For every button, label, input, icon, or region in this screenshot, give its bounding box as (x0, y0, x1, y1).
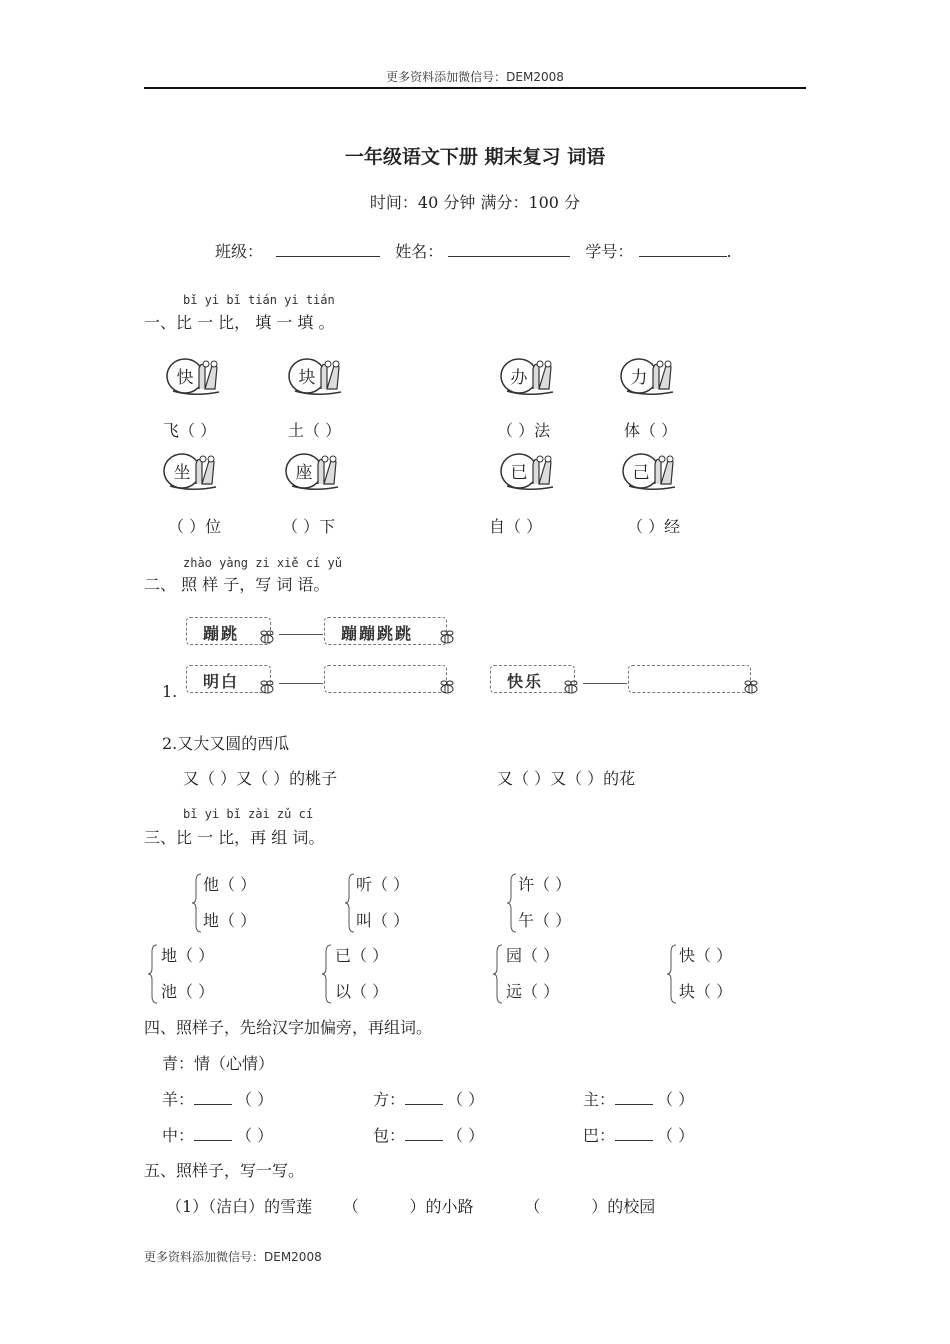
name-label: 姓名： (395, 242, 444, 261)
snail-icon (497, 355, 557, 397)
snail-icon (619, 450, 679, 492)
s3-pinyin: bǐ yi bǐ zài zǔ cí (183, 807, 314, 821)
radical-blank[interactable] (405, 1090, 443, 1105)
brace-icon (322, 944, 332, 1004)
class-blank[interactable] (276, 242, 380, 257)
s5-heading: 五、照样子，写一写。 (144, 1161, 305, 1180)
s4-item[interactable] (373, 1123, 484, 1146)
bee-icon (258, 680, 276, 694)
class-label: 班级： (215, 242, 264, 261)
s3-bottom-item[interactable]: 块（ ） (679, 982, 733, 1001)
radical-blank[interactable] (405, 1126, 443, 1141)
snail-icon (285, 355, 345, 397)
subtitle: 时间：40 分钟 满分：100 分 (369, 193, 581, 212)
bee-icon (258, 630, 276, 644)
word-paren[interactable]: （ ） (447, 1090, 485, 1109)
snail-char: 坐 (173, 463, 191, 483)
s3-top-item[interactable]: 他（ ） (203, 875, 257, 894)
s1-pinyin: bǐ yi bǐ tián yi tián (183, 293, 335, 307)
s4-item[interactable] (583, 1087, 694, 1110)
s1-row1-item[interactable]: 飞（ ） (163, 421, 217, 440)
s2-heading: 二、 照 样 子，写 词 语。 (144, 575, 330, 594)
s4-item[interactable] (583, 1123, 694, 1146)
s3-top-item[interactable]: 许（ ） (518, 875, 572, 894)
snail-char: 已 (510, 463, 528, 483)
snail-char: 块 (298, 368, 316, 388)
q1-word-box: 快乐 (490, 665, 575, 693)
s3-top-item[interactable]: 叫（ ） (356, 911, 410, 930)
brace-icon (507, 873, 517, 933)
word-paren[interactable]: （ ） (657, 1126, 695, 1145)
snail-icon (497, 450, 557, 492)
s3-bottom-item[interactable]: 地（ ） (161, 946, 215, 965)
bee-icon (742, 680, 760, 694)
brace-icon (192, 873, 202, 933)
id-blank[interactable] (639, 242, 727, 257)
word-paren[interactable]: （ ） (236, 1126, 274, 1145)
s4-item[interactable] (162, 1087, 273, 1110)
radical-blank[interactable] (615, 1126, 653, 1141)
s4-item[interactable] (373, 1087, 484, 1110)
s1-row2-item[interactable]: （ ）经 (627, 517, 681, 536)
bee-icon (438, 630, 456, 644)
s4-item[interactable] (162, 1123, 273, 1146)
q1-word-box: 明白 (186, 665, 271, 693)
snail-icon (282, 450, 342, 492)
snail-icon (160, 450, 220, 492)
q2-example: 2.又大又圆的西瓜 (162, 734, 290, 753)
snail-icon (617, 355, 677, 397)
footer-note: 更多资料添加微信号：DEM2008 (144, 1250, 322, 1264)
snail-char: 座 (295, 463, 313, 483)
s1-row1-item[interactable]: （ ）法 (497, 421, 551, 440)
header-rule (144, 87, 806, 89)
word-paren[interactable]: （ ） (236, 1090, 274, 1109)
s3-bottom-item[interactable]: 已（ ） (335, 946, 389, 965)
s3-bottom-item[interactable]: 以（ ） (335, 982, 389, 1001)
s4-char: 中： (162, 1126, 195, 1145)
example-word-box: 蹦跳 (186, 617, 271, 645)
s3-top-item[interactable]: 听（ ） (356, 875, 410, 894)
brace-icon (667, 944, 677, 1004)
s4-example: 青：情（心情） (162, 1054, 275, 1073)
s3-top-item[interactable]: 午（ ） (518, 911, 572, 930)
snail-char: 快 (176, 368, 194, 388)
snail-char: 己 (632, 463, 650, 483)
bee-icon (562, 680, 580, 694)
q2-item[interactable]: 又（ ）又（ ）的桃子 (183, 769, 338, 788)
s1-row2-item[interactable]: 自（ ） (489, 517, 543, 536)
info-end: . (726, 242, 732, 261)
s4-char: 羊： (162, 1090, 195, 1109)
s3-heading: 三、比 一 比，再 组 词。 (144, 828, 325, 847)
s5-line[interactable]: （1）（洁白）的雪莲 （ ）的小路 （ ）的校园 (166, 1197, 656, 1216)
brace-icon (493, 944, 503, 1004)
s1-row2-item[interactable]: （ ）下 (282, 517, 336, 536)
connector-line (279, 634, 323, 635)
s4-heading: 四、照样子，先给汉字加偏旁，再组词。 (144, 1018, 433, 1037)
snail-icon (163, 355, 223, 397)
info-line (215, 239, 732, 262)
brace-icon (345, 873, 355, 933)
word-paren[interactable]: （ ） (447, 1126, 485, 1145)
radical-blank[interactable] (615, 1090, 653, 1105)
q1-answer-box[interactable] (324, 665, 447, 693)
connector-line (279, 683, 323, 684)
page-title: 一年级语文下册 期末复习 词语 (344, 146, 606, 168)
brace-icon (148, 944, 158, 1004)
snail-char: 力 (630, 368, 648, 388)
radical-blank[interactable] (194, 1090, 232, 1105)
s3-bottom-item[interactable]: 园（ ） (506, 946, 560, 965)
bee-icon (438, 680, 456, 694)
q2-item[interactable]: 又（ ）又（ ）的花 (497, 769, 636, 788)
s2-pinyin: zhào yàng zi xiě cí yǔ (183, 556, 342, 570)
s1-heading: 一、比 一 比， 填 一 填 。 (144, 313, 335, 332)
word-paren[interactable]: （ ） (657, 1090, 695, 1109)
s4-char: 方： (373, 1090, 406, 1109)
s3-bottom-item[interactable]: 远（ ） (506, 982, 560, 1001)
header-note: 更多资料添加微信号：DEM2008 (386, 70, 564, 84)
example-answer-box: 蹦蹦跳跳 (324, 617, 447, 645)
s4-char: 包： (373, 1126, 406, 1145)
s1-row2-item[interactable]: （ ）位 (168, 517, 222, 536)
s4-char: 主： (583, 1090, 616, 1109)
name-blank[interactable] (448, 242, 570, 257)
s1-row1-item[interactable]: 体（ ） (624, 421, 678, 440)
s3-top-item[interactable]: 地（ ） (203, 911, 257, 930)
q1-answer-box[interactable] (628, 665, 751, 693)
s3-bottom-item[interactable]: 池（ ） (161, 982, 215, 1001)
connector-line (583, 683, 627, 684)
id-label: 学号： (585, 242, 634, 261)
q1-number: 1. (162, 682, 178, 701)
s3-bottom-item[interactable]: 快（ ） (679, 946, 733, 965)
s4-char: 巴： (583, 1126, 616, 1145)
radical-blank[interactable] (194, 1126, 232, 1141)
snail-char: 办 (510, 368, 528, 388)
s1-row1-item[interactable]: 土（ ） (288, 421, 342, 440)
